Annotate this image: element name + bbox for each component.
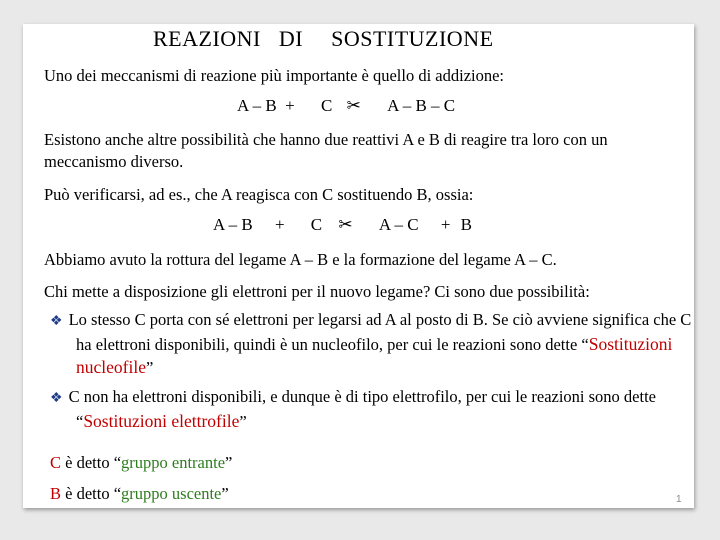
other-possibilities-text: Esistono anche altre possibilità che hanno due reattivi A e B di reagire tra loro con un meccanismo diverso. xyxy=(44,130,608,171)
intro-text: Uno dei meccanismi di reazione più importante è quello di addizione: xyxy=(44,66,505,85)
eq2-lhs: A – B xyxy=(213,215,253,234)
equation-addition xyxy=(237,96,455,116)
entering-term: gruppo entrante xyxy=(121,453,226,472)
bullet-2-highlight: Sostituzioni elettrofile xyxy=(83,411,240,431)
scissors-icon: ✂ xyxy=(338,215,353,234)
entering-mid: è detto “ xyxy=(61,453,122,472)
eq2-leaving: B xyxy=(460,215,472,234)
bullet-2-text: C non ha elettroni disponibili, e dunque è di tipo elettrofilo, per cui le reazioni sono dette “ xyxy=(68,387,656,431)
slide-title xyxy=(153,26,494,52)
bullet-1-highlight: Sostituzioni nucleofile xyxy=(76,334,673,377)
entering-group-line xyxy=(50,452,232,474)
scissors-icon: ✂ xyxy=(346,96,361,115)
title-part-2: SOSTITUZIONE xyxy=(331,26,494,51)
bullet-2-after: ” xyxy=(239,412,247,431)
title-part-1: REAZIONI DI xyxy=(153,26,304,51)
leaving-mid: è detto “ xyxy=(61,484,122,503)
eq2-product: A – C xyxy=(378,215,419,234)
question-text: Chi mette a disposizione gli elettroni per il nuovo legame? Ci sono due possibilità: xyxy=(44,282,590,301)
bond-sentence: Abbiamo avuto la rottura del legame A – B e la formazione del legame A – C. xyxy=(44,250,557,269)
leaving-letter: B xyxy=(50,484,62,503)
bullet-1-after: ” xyxy=(145,358,154,377)
diamond-bullet-icon: ❖ xyxy=(50,391,63,406)
may-happen-text: Può verificarsi, ad es., che A reagisca con C sostituendo B, ossia: xyxy=(44,185,474,204)
page-number: 1 xyxy=(676,494,682,505)
eq2-plus-1: + xyxy=(274,215,285,234)
bullet-1-text: Lo stesso C porta con sé elettroni per legarsi ad A al posto di B. Se ciò avviene significa che C ha elettroni disponibili, quindi è un nucleofilo, per cui le reazioni sono dette “ xyxy=(68,310,692,354)
eq1-product: A – B – C xyxy=(387,96,456,115)
slide xyxy=(23,24,694,508)
eq2-reagent: C xyxy=(310,215,323,234)
entering-letter: C xyxy=(50,453,62,472)
diamond-bullet-icon: ❖ xyxy=(50,314,63,329)
eq2-plus-2: + xyxy=(440,215,451,234)
leaving-term: gruppo uscente xyxy=(121,484,222,503)
bullet-item-electrophilic xyxy=(50,386,696,433)
eq1-reagent: C xyxy=(321,96,333,115)
eq1-lhs: A – B + xyxy=(237,96,295,115)
bullet-item-nucleophilic xyxy=(50,309,696,379)
leaving-end: ” xyxy=(221,484,229,503)
leaving-group-line xyxy=(50,483,229,505)
entering-end: ” xyxy=(225,453,233,472)
equation-substitution xyxy=(213,215,472,235)
